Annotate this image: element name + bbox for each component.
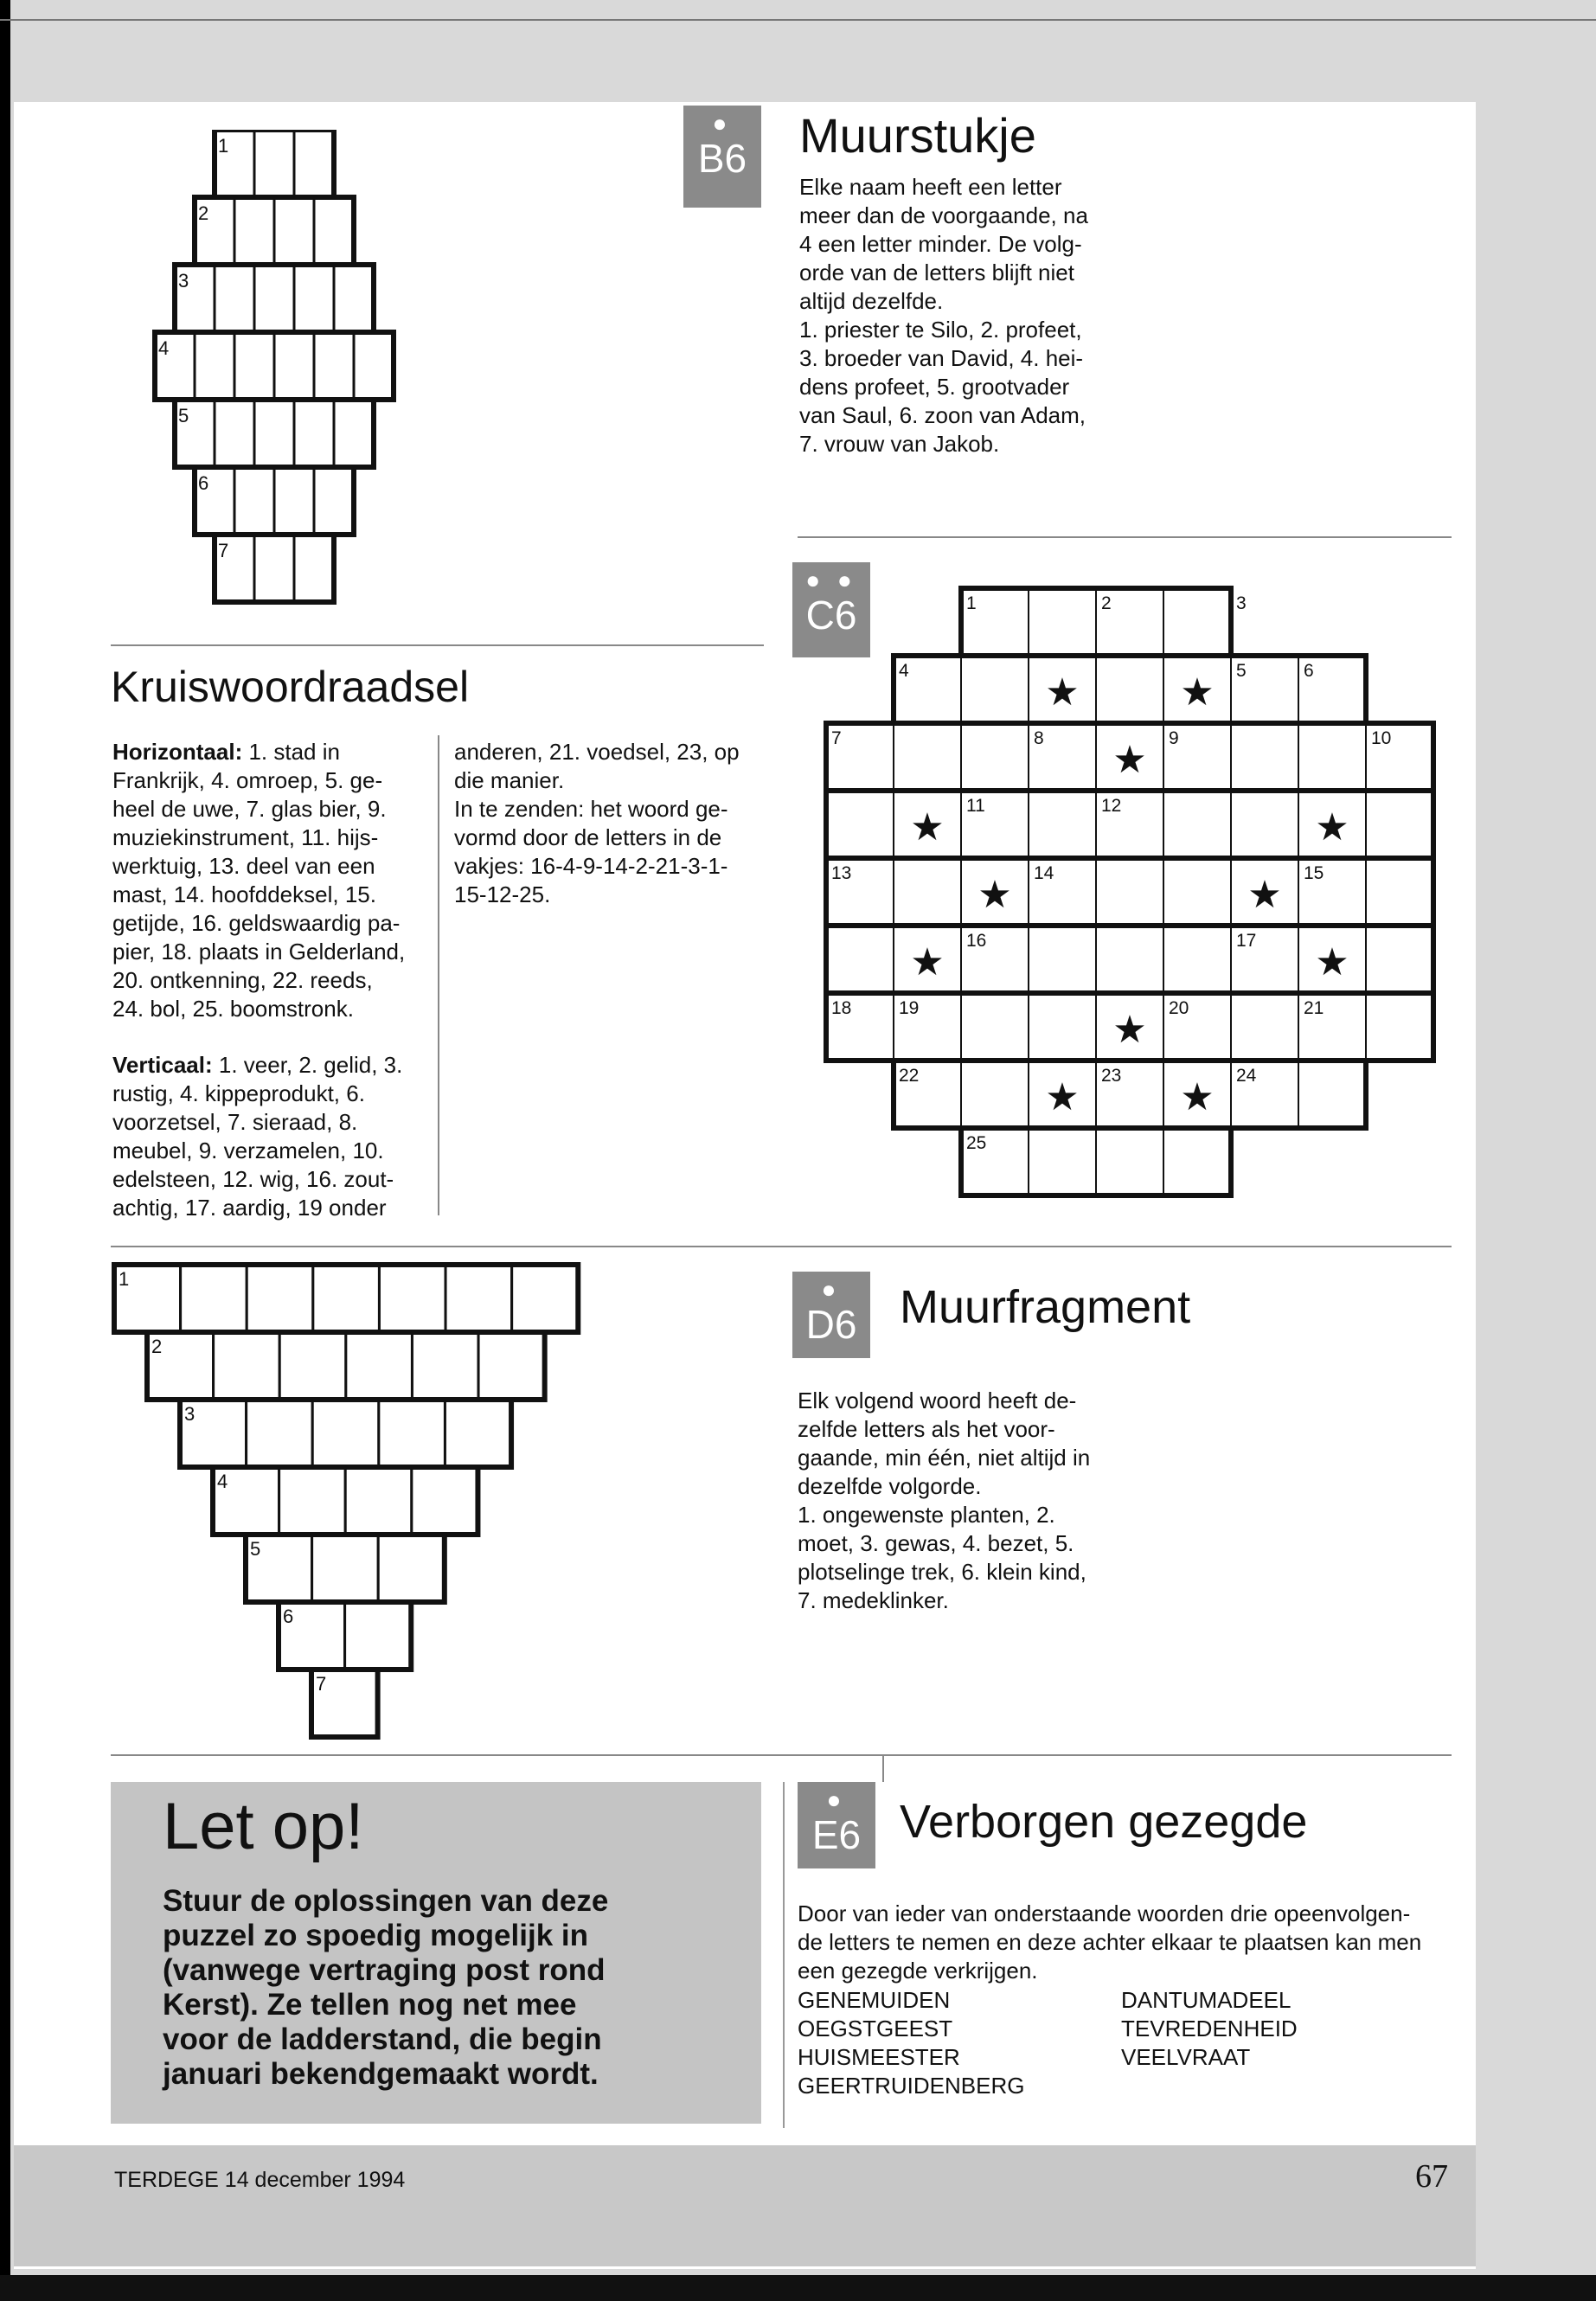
- text-line: 1. priester te Silo, 2. profeet,: [799, 317, 1082, 343]
- grid-cell[interactable]: [1366, 858, 1433, 926]
- b6-badge: [683, 106, 761, 208]
- grid-cell[interactable]: [1231, 723, 1298, 791]
- divider-b6-c6: [798, 536, 1452, 538]
- grid-cell[interactable]: [195, 332, 234, 400]
- star-icon: ★: [1112, 739, 1147, 781]
- grid-number: 4: [217, 1471, 228, 1492]
- grid-cell[interactable]: [478, 1332, 545, 1400]
- grid-number: 20: [1169, 998, 1189, 1018]
- star-icon: ★: [1315, 941, 1349, 984]
- grid-number: 3: [178, 270, 189, 292]
- let-op-box: [111, 1782, 761, 2124]
- text-line: Elk volgend woord heeft de-: [798, 1388, 1077, 1413]
- hidden-word: GENEMUIDEN: [798, 1987, 951, 2013]
- text-span: werktuig, 13. deel van een: [112, 853, 375, 879]
- grid-number: 23: [1101, 1066, 1122, 1086]
- kruiswoord-col2: [454, 738, 766, 909]
- text-line: 4 een letter minder. De volg-: [799, 231, 1082, 257]
- badge-code: E6: [811, 1812, 862, 1857]
- grid-cell[interactable]: [1163, 588, 1231, 656]
- grid-number: 11: [966, 796, 985, 816]
- muurfragment-title: Muurfragment: [900, 1281, 1191, 1333]
- grid-cell[interactable]: [961, 656, 1029, 723]
- text-line: Elke naam heeft een letter: [799, 174, 1062, 200]
- grid-number: 21: [1304, 998, 1324, 1018]
- grid-cell[interactable]: [1096, 1128, 1163, 1195]
- text-line: [112, 738, 441, 766]
- text-span: mast, 14. hoofddeksel, 15.: [112, 881, 376, 907]
- grid-cell[interactable]: [1298, 1061, 1366, 1128]
- muurstukje-body: [799, 173, 1163, 458]
- star-icon: ★: [1112, 1009, 1147, 1051]
- grid-cell[interactable]: [294, 535, 334, 602]
- grid-number: 15: [1304, 863, 1324, 883]
- let-op-body: [163, 1884, 647, 2092]
- text-line: [112, 938, 441, 966]
- star-icon: ★: [1045, 1076, 1080, 1118]
- grid-cell[interactable]: [346, 1332, 413, 1400]
- hidden-word: DANTUMADEEL: [1121, 1987, 1292, 2013]
- hidden-word: HUISMEESTER: [798, 2044, 960, 2070]
- muurfragment-body: [798, 1387, 1161, 1615]
- grid-cell[interactable]: [1029, 791, 1096, 858]
- text-span: achtig, 17. aardig, 19 onder: [112, 1195, 387, 1221]
- scan-top-line: [0, 19, 1596, 21]
- grid-cell[interactable]: [314, 467, 354, 535]
- text-line: 1. ongewenste planten, 2.: [798, 1502, 1055, 1528]
- text-line: januari bekendgemaakt wordt.: [163, 2057, 599, 2091]
- text-line: [112, 881, 441, 909]
- grid-number: 1: [119, 1268, 130, 1290]
- text-span: meubel, 9. verzamelen, 10.: [112, 1138, 384, 1163]
- verborgen-body: [798, 1900, 1455, 1985]
- grid-number: 2: [1101, 593, 1112, 613]
- text-line: [112, 1165, 441, 1194]
- grid-number: 3: [1236, 593, 1247, 613]
- text-line: die manier.: [454, 767, 565, 793]
- badge-dots: ●: [821, 1276, 842, 1303]
- text-line: vormd door de letters in de: [454, 824, 722, 850]
- text-span: heel de uwe, 7. glas bier, 9.: [112, 796, 387, 822]
- grid-cell[interactable]: [1096, 926, 1163, 993]
- muurfragment-grid: [111, 1261, 604, 1746]
- badge-code: C6: [805, 593, 857, 638]
- verborgen-words-right: [1121, 1986, 1415, 2072]
- grid-number: 7: [316, 1673, 327, 1695]
- verborgen-title: Verborgen gezegde: [900, 1796, 1308, 1848]
- grid-number: 2: [198, 202, 209, 224]
- text-line: [112, 1194, 441, 1222]
- grid-number: 6: [1304, 661, 1314, 681]
- kruiswoord-col1: [112, 738, 441, 1222]
- grid-number: 4: [158, 337, 170, 359]
- grid-number: 6: [198, 472, 209, 494]
- grid-cell[interactable]: [334, 400, 374, 467]
- grid-cell[interactable]: [1163, 1128, 1231, 1195]
- grid-cell[interactable]: [312, 1400, 379, 1467]
- grid-cell[interactable]: [412, 1467, 478, 1535]
- text-line: [112, 1080, 441, 1108]
- text-span: 24. bol, 25. boomstronk.: [112, 996, 354, 1022]
- grid-cell[interactable]: [312, 1535, 379, 1602]
- text-line: de letters te nemen en deze achter elkaar te plaatsen kan men: [798, 1929, 1422, 1955]
- grid-number: 3: [184, 1403, 195, 1425]
- kruiswoord-grid: [822, 584, 1453, 1220]
- grid-cell[interactable]: [354, 332, 394, 400]
- grid-number: 25: [966, 1133, 987, 1153]
- star-icon: ★: [910, 941, 945, 984]
- footer-band: [14, 2145, 1476, 2266]
- text-span: getijde, 16. geldswaardig pa-: [112, 910, 401, 936]
- divider-bottom: [111, 1754, 1452, 1756]
- grid-cell[interactable]: [1029, 588, 1096, 656]
- grid-cell[interactable]: [961, 723, 1029, 791]
- text-span: 1. veer, 2. gelid, 3.: [212, 1052, 403, 1078]
- grid-cell[interactable]: [1029, 1128, 1096, 1195]
- text-line: van Saul, 6. zoon van Adam,: [799, 402, 1086, 428]
- let-op-title: Let op!: [163, 1790, 364, 1863]
- grid-number: 7: [218, 540, 229, 561]
- text-line: altijd dezelfde.: [799, 288, 944, 314]
- grid-cell[interactable]: [345, 1467, 412, 1535]
- text-line: 7. vrouw van Jakob.: [799, 431, 1000, 457]
- text-line: Stuur de oplossingen van deze: [163, 1884, 609, 1918]
- badge-code: B6: [697, 136, 747, 181]
- grid-cell[interactable]: [234, 332, 274, 400]
- section-label: Verticaal:: [112, 1052, 213, 1078]
- text-line: anderen, 21. voedsel, 23, op: [454, 739, 740, 765]
- grid-number: 7: [831, 728, 842, 748]
- grid-number: 2: [151, 1336, 163, 1357]
- grid-cell[interactable]: [961, 993, 1029, 1061]
- grid-cell[interactable]: [215, 265, 254, 332]
- grid-number: 1: [218, 135, 229, 157]
- grid-cell[interactable]: [894, 858, 961, 926]
- grid-cell[interactable]: [1231, 791, 1298, 858]
- grid-cell[interactable]: [1366, 926, 1433, 993]
- grid-cell[interactable]: [445, 1400, 511, 1467]
- text-line: moet, 3. gewas, 4. bezet, 5.: [798, 1530, 1074, 1556]
- text-line: [112, 995, 441, 1023]
- grid-number: 16: [966, 931, 987, 951]
- grid-cell[interactable]: [1163, 926, 1231, 993]
- grid-number: 5: [250, 1538, 261, 1560]
- text-line: Kerst). Ze tellen nog net mee: [163, 1988, 577, 2022]
- text-span: pier, 18. plaats in Gelderland,: [112, 939, 406, 965]
- text-span: muziekinstrument, 11. hijs-: [112, 824, 379, 850]
- badge-dots: ●: [826, 1786, 847, 1813]
- grid-cell[interactable]: [279, 1332, 346, 1400]
- muurstukje-grid: [112, 130, 536, 623]
- hidden-word: TEVREDENHEID: [1121, 2016, 1298, 2041]
- text-line: [112, 909, 441, 938]
- text-line: voor de ladderstand, die begin: [163, 2022, 602, 2056]
- hidden-word: OEGSTGEEST: [798, 2016, 953, 2041]
- text-line: [112, 824, 441, 852]
- text-span: 20. ontkenning, 22. reeds,: [112, 967, 373, 993]
- grid-cell[interactable]: [294, 400, 334, 467]
- grid-number: 5: [1236, 661, 1247, 681]
- text-line: dens profeet, 5. grootvader: [799, 374, 1070, 400]
- grid-cell[interactable]: [445, 1265, 512, 1332]
- grid-number: 8: [1034, 728, 1044, 748]
- text-line: [112, 1051, 441, 1080]
- grid-cell[interactable]: [247, 1265, 313, 1332]
- grid-cell[interactable]: [314, 197, 354, 265]
- e6-badge: [798, 1782, 875, 1868]
- grid-cell[interactable]: [345, 1602, 412, 1670]
- grid-number: 10: [1371, 728, 1392, 748]
- grid-cell[interactable]: [274, 332, 314, 400]
- e6-left-rule: [783, 1782, 785, 2128]
- grid-number: 6: [283, 1606, 294, 1627]
- kruiswoord-title: Kruiswoordraadsel: [111, 663, 470, 711]
- grid-cell[interactable]: [1366, 791, 1433, 858]
- text-span: voorzetsel, 7. sieraad, 8.: [112, 1109, 358, 1135]
- grid-cell[interactable]: [294, 130, 334, 197]
- section-label: Horizontaal:: [112, 739, 243, 765]
- text-span: Frankrijk, 4. omroep, 5. ge-: [112, 767, 383, 793]
- grid-cell[interactable]: [1029, 993, 1096, 1061]
- grid-cell[interactable]: [1163, 791, 1231, 858]
- grid-cell[interactable]: [279, 1467, 346, 1535]
- grid-number: 1: [966, 593, 977, 613]
- text-line: [112, 766, 441, 795]
- text-line: (vanwege vertraging post rond: [163, 1953, 606, 1987]
- grid-cell[interactable]: [214, 1332, 280, 1400]
- grid-number: 13: [831, 863, 852, 883]
- text-line: 15-12-25.: [454, 881, 551, 907]
- grid-number: 5: [178, 405, 189, 426]
- grid-number: 4: [899, 661, 909, 681]
- grid-cell[interactable]: [1029, 926, 1096, 993]
- page-number: 67: [1415, 2158, 1448, 2195]
- text-line: Door van ieder van onderstaande woorden drie opeenvolgen-: [798, 1900, 1411, 1926]
- scan-left-edge: [0, 0, 10, 2301]
- grid-cell[interactable]: [274, 467, 314, 535]
- grid-cell[interactable]: [254, 400, 294, 467]
- grid-cell[interactable]: [294, 265, 334, 332]
- text-line: [112, 795, 441, 824]
- grid-cell[interactable]: [247, 1400, 313, 1467]
- grid-cell[interactable]: [1163, 858, 1231, 926]
- text-line: In te zenden: het woord ge-: [454, 796, 728, 822]
- grid-cell[interactable]: [234, 197, 274, 265]
- column-divider-bottom: [882, 1756, 884, 1782]
- grid-cell[interactable]: [334, 265, 374, 332]
- grid-number: 14: [1034, 863, 1054, 883]
- divider-kruiswoord: [111, 644, 764, 646]
- text-line: [112, 852, 441, 881]
- grid-number: 9: [1169, 728, 1179, 748]
- c6-badge: [792, 562, 870, 657]
- grid-cell[interactable]: [1298, 723, 1366, 791]
- grid-cell[interactable]: [1096, 656, 1163, 723]
- star-icon: ★: [1045, 671, 1080, 714]
- grid-number: 19: [899, 998, 920, 1018]
- grid-number: 22: [899, 1066, 920, 1086]
- grid-cell[interactable]: [512, 1265, 579, 1332]
- grid-cell[interactable]: [378, 1535, 445, 1602]
- grid-cell[interactable]: [234, 467, 274, 535]
- grid-cell[interactable]: [894, 723, 961, 791]
- grid-cell[interactable]: [254, 535, 294, 602]
- text-span: rustig, 4. kippeprodukt, 6.: [112, 1080, 365, 1106]
- hidden-word: GEERTRUIDENBERG: [798, 2073, 1025, 2099]
- text-line: vakjes: 16-4-9-14-2-21-3-1-: [454, 853, 728, 879]
- star-icon: ★: [910, 806, 945, 849]
- badge-dots: ●: [712, 110, 733, 137]
- star-icon: ★: [1180, 1076, 1215, 1118]
- text-line: [112, 966, 441, 995]
- column-divider: [438, 735, 439, 1215]
- text-line: 7. medeklinker.: [798, 1587, 949, 1613]
- grid-cell[interactable]: [314, 332, 354, 400]
- text-line: meer dan de voorgaande, na: [799, 202, 1088, 228]
- text-line: puzzel zo spoedig mogelijk in: [163, 1919, 588, 1952]
- grid-cell[interactable]: [1096, 858, 1163, 926]
- text-line: 3. broeder van David, 4. hei-: [799, 345, 1084, 371]
- grid-cell[interactable]: [961, 1061, 1029, 1128]
- d6-badge: [792, 1272, 870, 1358]
- grid-cell[interactable]: [274, 197, 314, 265]
- grid-cell[interactable]: [826, 791, 894, 858]
- grid-number: 24: [1236, 1066, 1257, 1086]
- muurstukje-title: Muurstukje: [799, 108, 1036, 163]
- star-icon: ★: [1180, 671, 1215, 714]
- text-line: orde van de letters blijft niet: [799, 260, 1074, 285]
- grid-number: 12: [1101, 796, 1122, 816]
- grid-cell[interactable]: [412, 1332, 478, 1400]
- verborgen-words-left: [798, 1986, 1092, 2100]
- text-line: een gezegde verkrijgen.: [798, 1958, 1038, 1984]
- grid-cell[interactable]: [254, 265, 294, 332]
- scan-bottom-edge: [0, 2275, 1596, 2301]
- text-line: dezelfde volgorde.: [798, 1473, 982, 1499]
- grid-cell[interactable]: [826, 926, 894, 993]
- divider-middle: [111, 1246, 1452, 1247]
- badge-dots: ● ●: [805, 567, 857, 593]
- grid-cell[interactable]: [313, 1265, 380, 1332]
- text-line: plotselinge trek, 6. klein kind,: [798, 1559, 1086, 1585]
- text-span: 1. stad in: [242, 739, 340, 765]
- star-icon: ★: [1315, 806, 1349, 849]
- grid-number: 17: [1236, 931, 1257, 951]
- grid-cell[interactable]: [1231, 993, 1298, 1061]
- grid-cell[interactable]: [181, 1265, 247, 1332]
- text-line: [112, 1137, 441, 1165]
- star-icon: ★: [1247, 874, 1282, 916]
- text-span: edelsteen, 12. wig, 16. zout-: [112, 1166, 394, 1192]
- star-icon: ★: [977, 874, 1012, 916]
- grid-cell[interactable]: [215, 400, 254, 467]
- grid-cell[interactable]: [379, 1265, 445, 1332]
- hidden-word: VEELVRAAT: [1121, 2044, 1251, 2070]
- grid-number: 18: [831, 998, 852, 1018]
- grid-cell[interactable]: [1366, 993, 1433, 1061]
- grid-cell[interactable]: [254, 130, 294, 197]
- text-line: [112, 1108, 441, 1137]
- grid-cell[interactable]: [379, 1400, 445, 1467]
- text-line: gaande, min één, niet altijd in: [798, 1445, 1091, 1471]
- text-line: zelfde letters als het voor-: [798, 1416, 1055, 1442]
- footer-publication: TERDEGE 14 december 1994: [114, 2168, 406, 2192]
- badge-code: D6: [805, 1302, 857, 1347]
